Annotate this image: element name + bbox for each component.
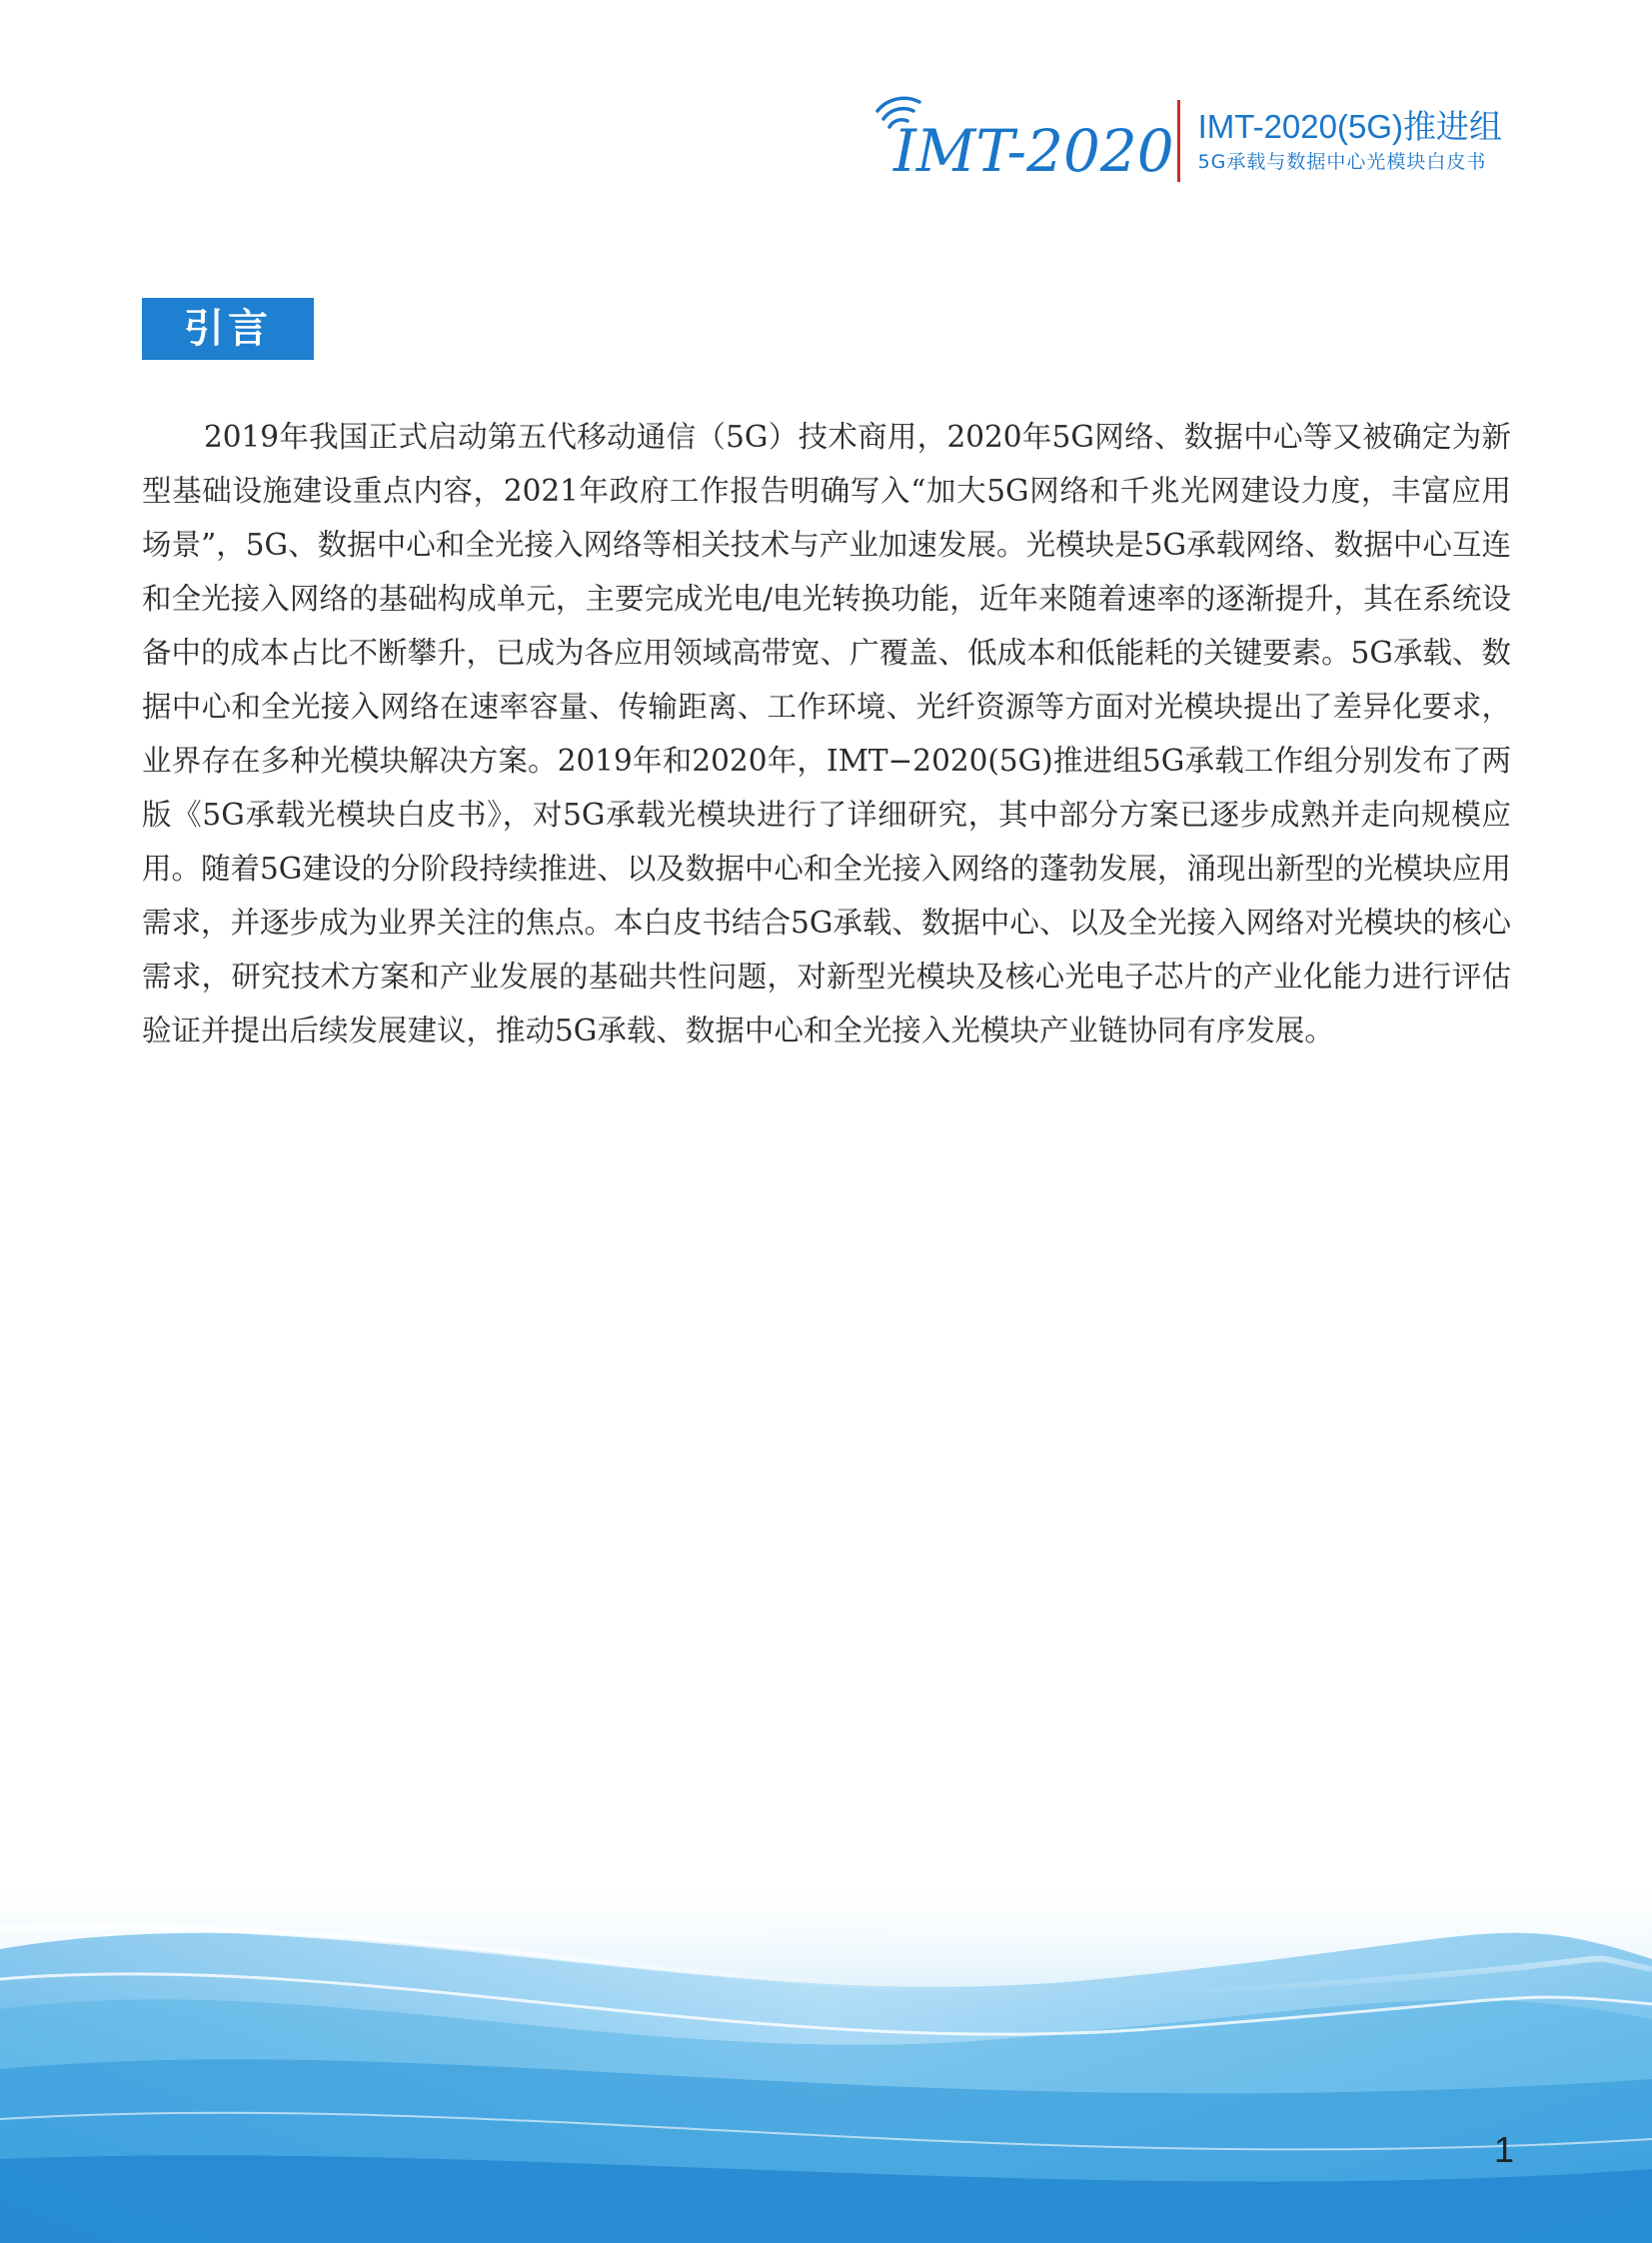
page-number: 1 <box>1493 2129 1514 2170</box>
header-divider <box>1177 100 1180 182</box>
logo-text: IMT-2020 <box>892 117 1174 185</box>
imt-2020-logo <box>873 101 1174 185</box>
signal-wave-icon <box>873 101 1174 185</box>
decorative-wave-background <box>0 1869 1652 2243</box>
page-header <box>873 100 1502 185</box>
section-heading: 引言 <box>142 298 314 360</box>
header-text <box>1198 106 1502 176</box>
intro-paragraph: 2019年我国正式启动第五代移动通信（5G）技术商用，2020年5G网络、数据中心等又被确定为新型基础设施建设重点内容，2021年政府工作报告明确写入“加大5G网络和千兆光网建设力度，丰富应用场景”，5G、数据中心和全光接入网络等相关技术与产业加速发展。光模块是5G承载网络、数据中心互连和全光接入网络的基础构成单元，主要完成光电/电光转换功能，近年来随着速率的逐渐提升，其在系统设备中的成本占比不断攀升，已成为各应用领域高带宽、广覆盖、低成本和低能耗的关键要素。5G承载、数据中心和全光接入网络在速率容量、传输距离、工作环境、光纤资源等方面对光模块提出了差异化要求，业界存在多种光模块解决方案。2019年和2020年，IMT−2020(5G)推进组5G承载工作组分别发布了两版《5G承载光模块白皮书》，对5G承载光模块进行了详细研究，其中部分方案已逐步成熟并走向规模应用。随着5G建设的分阶段持续推进、以及数据中心和全光接入网络的蓬勃发展，涌现出新型的光模块应用需求，并逐步成为业界关注的焦点。本白皮书结合5G承载、数据中心、以及全光接入网络对光模块的核心需求，研究技术方案和产业发展的基础共性问题，对新型光模块及核心光电子芯片的产业化能力进行评估验证并提出后续发展建议，推动5G承载、数据中心和全光接入光模块产业链协同有序发展。 <box>142 420 1511 1048</box>
header-title: IMT-2020(5G)推进组 <box>1197 108 1502 145</box>
header-subtitle: 5G承载与数据中心光模块白皮书 <box>1197 151 1487 173</box>
